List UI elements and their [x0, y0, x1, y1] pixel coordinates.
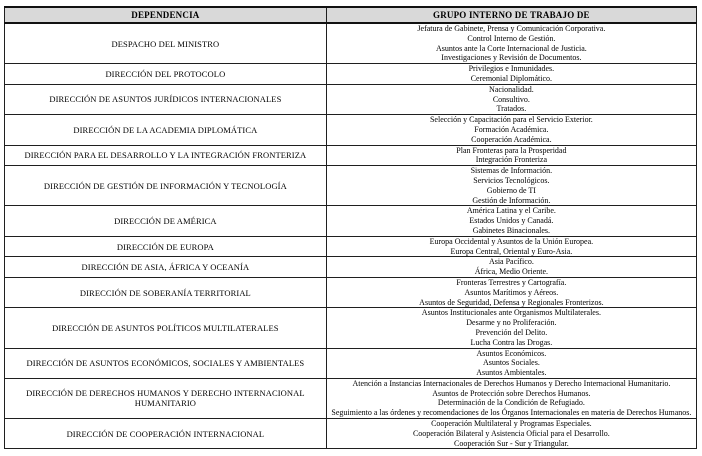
grupo-item: Asuntos Marítimos y Aéreos. [464, 287, 559, 297]
grupo-item: Determinación de la Condición de Refugiado. [437, 398, 585, 408]
dependencia-cell: DIRECCIÓN DE ASUNTOS JURÍDICOS INTERNACIONALES [5, 84, 327, 114]
grupo-item: Asuntos Ambientales. [476, 368, 547, 378]
grupo-item: Gobierno de TI [486, 185, 536, 195]
grupo-item: Ceremonial Diplomático. [470, 73, 553, 83]
table-row [5, 206, 697, 236]
grupo-item: Asuntos Institucionales ante Organismos Multilaterales. [421, 308, 601, 318]
grupo-item: Lucha Contra las Drogas. [470, 337, 553, 347]
grupos-cell [326, 419, 696, 449]
grupo-item: Atención a Instancias Internacionales de Derechos Humanos y Derecho Internacional Humanitario. [352, 378, 671, 388]
dependencia-cell: DIRECCIÓN PARA EL DESARROLLO Y LA INTEGRACIÓN FRONTERIZA [5, 145, 327, 166]
dependencia-cell: DIRECCIÓN DE DERECHOS HUMANOS Y DERECHO INTERNACIONAL HUMANITARIO [5, 378, 327, 418]
column-header-grupo-interno: GRUPO INTERNO DE TRABAJO DE [326, 7, 696, 23]
grupo-item: Privilegios e Inmunidades. [468, 64, 555, 74]
grupo-item: Asia Pacífico. [488, 257, 534, 267]
grupo-item: Consultivo. [492, 94, 530, 104]
dependencia-cell: DIRECCIÓN DE GESTIÓN DE INFORMACIÓN Y TECNOLOGÍA [5, 166, 327, 206]
grupo-item: Control Interno de Gestión. [467, 33, 556, 43]
grupo-item: Asuntos Económicos. [476, 348, 547, 358]
dependencia-cell: DIRECCIÓN DEL PROTOCOLO [5, 64, 327, 85]
table-row [5, 23, 697, 64]
grupos-cell [326, 145, 696, 166]
grupo-item: Cooperación Sur - Sur y Triangular. [454, 438, 569, 448]
dependencias-grupos-table [4, 6, 697, 449]
grupos-cell [326, 64, 696, 85]
dependencia-cell: DIRECCIÓN DE ASIA, ÁFRICA Y OCEANÍA [5, 257, 327, 278]
table-row [5, 166, 697, 206]
grupos-cell [326, 115, 696, 145]
grupo-item: Desarme y no Proliferación. [466, 318, 557, 328]
grupo-item: Gabinetes Binacionales. [472, 225, 551, 235]
grupos-cell [326, 378, 696, 418]
grupo-item: Investigaciones y Revisión de Documentos. [441, 53, 582, 63]
grupo-item: Europa Central, Oriental y Euro-Asia. [450, 246, 573, 256]
dependencia-cell: DIRECCIÓN DE COOPERACIÓN INTERNACIONAL [5, 419, 327, 449]
grupos-cell [326, 206, 696, 236]
dependencia-cell: DIRECCIÓN DE ASUNTOS ECONÓMICOS, SOCIALES Y AMBIENTALES [5, 348, 327, 378]
grupo-item: Prevención del Delito. [475, 327, 548, 337]
table-row [5, 348, 697, 378]
grupo-item: Servicios Tecnológicos. [473, 175, 550, 185]
grupo-item: Cooperación Académica. [471, 134, 552, 144]
table-row [5, 145, 697, 166]
grupo-item: Sistemas de Información. [470, 166, 553, 176]
grupo-item: Nacionalidad. [489, 84, 534, 94]
grupos-cell [326, 308, 696, 348]
table-row [5, 257, 697, 278]
table-row [5, 64, 697, 85]
grupos-cell [326, 257, 696, 278]
dependencia-cell: DIRECCIÓN DE SOBERANÍA TERRITORIAL [5, 277, 327, 307]
grupos-cell [326, 236, 696, 257]
grupo-item: Asuntos de Seguridad, Defensa y Regionales Fronterizos. [419, 297, 604, 307]
grupo-item: Integración Fronteriza [475, 155, 548, 165]
grupo-item: Cooperación Multilateral y Programas Especiales. [431, 419, 592, 429]
grupos-cell [326, 348, 696, 378]
grupos-cell [326, 84, 696, 114]
grupo-item: Formación Académica. [474, 124, 549, 134]
table-row [5, 115, 697, 145]
grupo-item: Selección y Capacitación para el Servicio Exterior. [429, 115, 593, 125]
grupo-item: Asuntos de Protección sobre Derechos Humanos. [432, 388, 591, 398]
grupo-item: Estados Unidos y Canadá. [469, 216, 554, 226]
dependencia-cell: DIRECCIÓN DE ASUNTOS POLÍTICOS MULTILATERALES [5, 308, 327, 348]
grupo-item: Fronteras Terrestres y Cartografía. [456, 277, 567, 287]
grupo-item: Asuntos Sociales. [482, 358, 540, 368]
grupo-item: Jefatura de Gabinete, Prensa y Comunicación Corporativa. [417, 24, 606, 33]
header-row [5, 7, 697, 23]
grupo-item: Plan Fronteras para la Prosperidad [456, 145, 567, 155]
table-row [5, 236, 697, 257]
grupo-item: Europa Occidental y Asuntos de la Unión Europea. [429, 236, 594, 246]
grupo-item: Gestión de Información. [472, 195, 551, 205]
grupo-item: América Latina y el Caribe. [466, 206, 556, 216]
grupo-item: Asuntos ante la Corte Internacional de Justicia. [435, 43, 587, 53]
table-row [5, 277, 697, 307]
dependencia-cell: DESPACHO DEL MINISTRO [5, 23, 327, 64]
dependencia-cell: DIRECCIÓN DE EUROPA [5, 236, 327, 257]
grupo-item: África, Medio Oriente. [474, 267, 549, 277]
dependencia-cell: DIRECCIÓN DE LA ACADEMIA DIPLOMÁTICA [5, 115, 327, 145]
grupos-cell [326, 166, 696, 206]
grupos-cell [326, 277, 696, 307]
grupo-item: Cooperación Bilateral y Asistencia Oficial para el Desarrollo. [412, 428, 610, 438]
table-row [5, 378, 697, 418]
dependencia-cell: DIRECCIÓN DE AMÉRICA [5, 206, 327, 236]
table-row [5, 84, 697, 114]
grupos-cell [326, 23, 696, 64]
column-header-dependencia: DEPENDENCIA [5, 7, 327, 23]
table-row [5, 308, 697, 348]
grupo-item: Tratados. [496, 104, 527, 114]
table-row [5, 419, 697, 449]
grupo-item: Seguimiento a las órdenes y recomendaciones de los Órganos Internacionales en materia de Derechos Humanos. [331, 408, 692, 418]
